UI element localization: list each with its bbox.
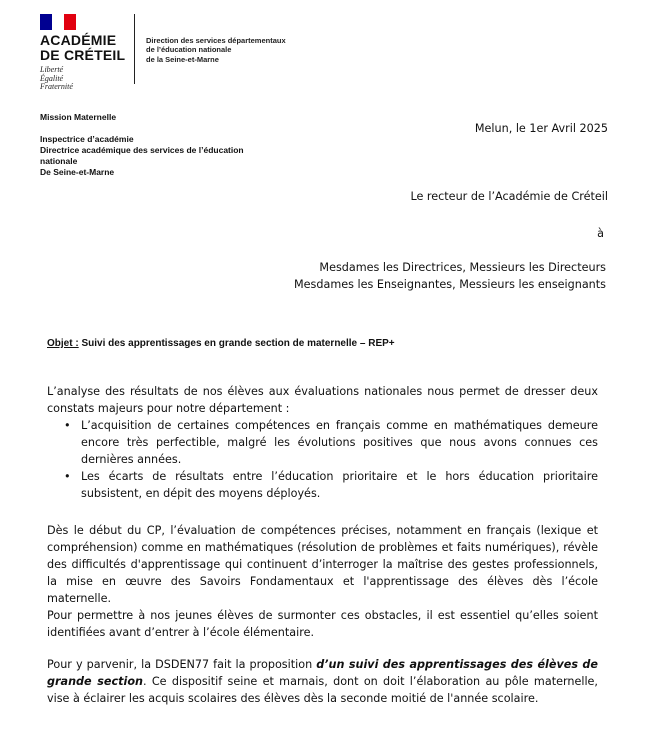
body-paragraph-2 [47,522,598,641]
header-divider [134,14,135,84]
body-paragraph-4 [47,656,598,707]
flag-blue-stripe [40,14,52,30]
to-word: à [597,227,604,240]
direction-line1: Direction des services départementaux [146,36,286,45]
sender-line: Directrice académique des services de l’éducation [40,145,244,155]
republic-motto [40,66,73,92]
marianne-flag-logo [40,14,76,30]
recipient-line: Mesdames les Directrices, Messieurs les Directeurs [319,261,606,274]
bullet-icon: • [64,419,71,432]
academy-name-line1: ACADÉMIE [40,32,117,48]
direction-line2: de l’éducation nationale [146,45,232,55]
flag-red-stripe [64,14,76,30]
bullet-icon: • [64,470,71,483]
from-line: Le recteur de l’Académie de Créteil [410,190,608,203]
sender-line: Inspectrice d’académie [40,134,134,144]
direction-line3: de la Seine-et-Marne [146,54,219,64]
subject-label: Objet : [47,338,79,349]
proposal-text-start: Pour y parvenir, la DSDEN77 fait la proposition [47,658,317,671]
body-intro-section [47,383,598,502]
proposal-text-end: . Ce dispositif seine et marnais, dont on doit l’élaboration au pôle maternelle, vise à éclairer les acquis scolaires des élèves dès la seconde moitié de l'année scolaire. [47,675,598,705]
sender-line: De Seine-et-Marne [40,167,115,177]
proposal-emphasis: d’un suivi des apprentissages des élèves de grande section [47,658,598,688]
intro-paragraph: L’analyse des résultats de nos élèves aux évaluations nationales nous permet de dresser deux constats majeurs pour notre département : [47,385,598,415]
recipients [294,260,606,293]
motto-egalite: Égalité [40,73,64,83]
finding-text: L’acquisition de certaines compétences en français comme en mathématiques demeure encore très perfectible, malgré les évolutions positives que nous avons connues ces dernières années. [81,419,598,466]
sender-line: nationale [40,156,78,166]
subject-text: Suivi des apprentissages en grande section de maternelle – REP+ [78,338,395,349]
obstacles-paragraph: Pour permettre à nos jeunes élèves de surmonter ces obstacles, il est essentiel qu’elles soient identifiées avant d’entrer à l’école élémentaire. [47,609,598,639]
sender-block [40,134,244,178]
date-line: Melun, le 1er Avril 2025 [474,122,608,135]
sender-mission: Mission Maternelle [40,112,117,122]
finding-item [47,417,598,468]
recipient-line: Mesdames les Enseignantes, Messieurs les enseignants [294,277,606,291]
proposal-paragraph [47,656,598,707]
academy-name [40,33,125,63]
finding-item [47,468,598,502]
academy-name-line2: DE CRÉTEIL [40,47,126,63]
motto-fraternite: Fraternité [40,82,73,91]
motto-liberte: Liberté [40,65,64,74]
finding-text: Les écarts de résultats entre l’éducation prioritaire et le hors éducation prioritaire subsistent, en dépit des moyens déployés. [81,470,598,500]
direction-name [146,36,286,64]
findings-list [47,417,598,502]
flag-white-stripe [52,14,64,30]
cp-evaluation-paragraph: Dès le début du CP, l’évaluation de compétences précises, notamment en français (lexique et compréhension) comme en mathématiques (résolution de problèmes et faits numériques), révèle des difficultés d'apprentissage qui continuent d’interroger la maîtrise des gestes professionnels, la mise en œuvre des Savoirs Fondamentaux et l'apprentissage des élèves dès l’école maternelle. [47,524,598,605]
subject-line [47,338,395,349]
